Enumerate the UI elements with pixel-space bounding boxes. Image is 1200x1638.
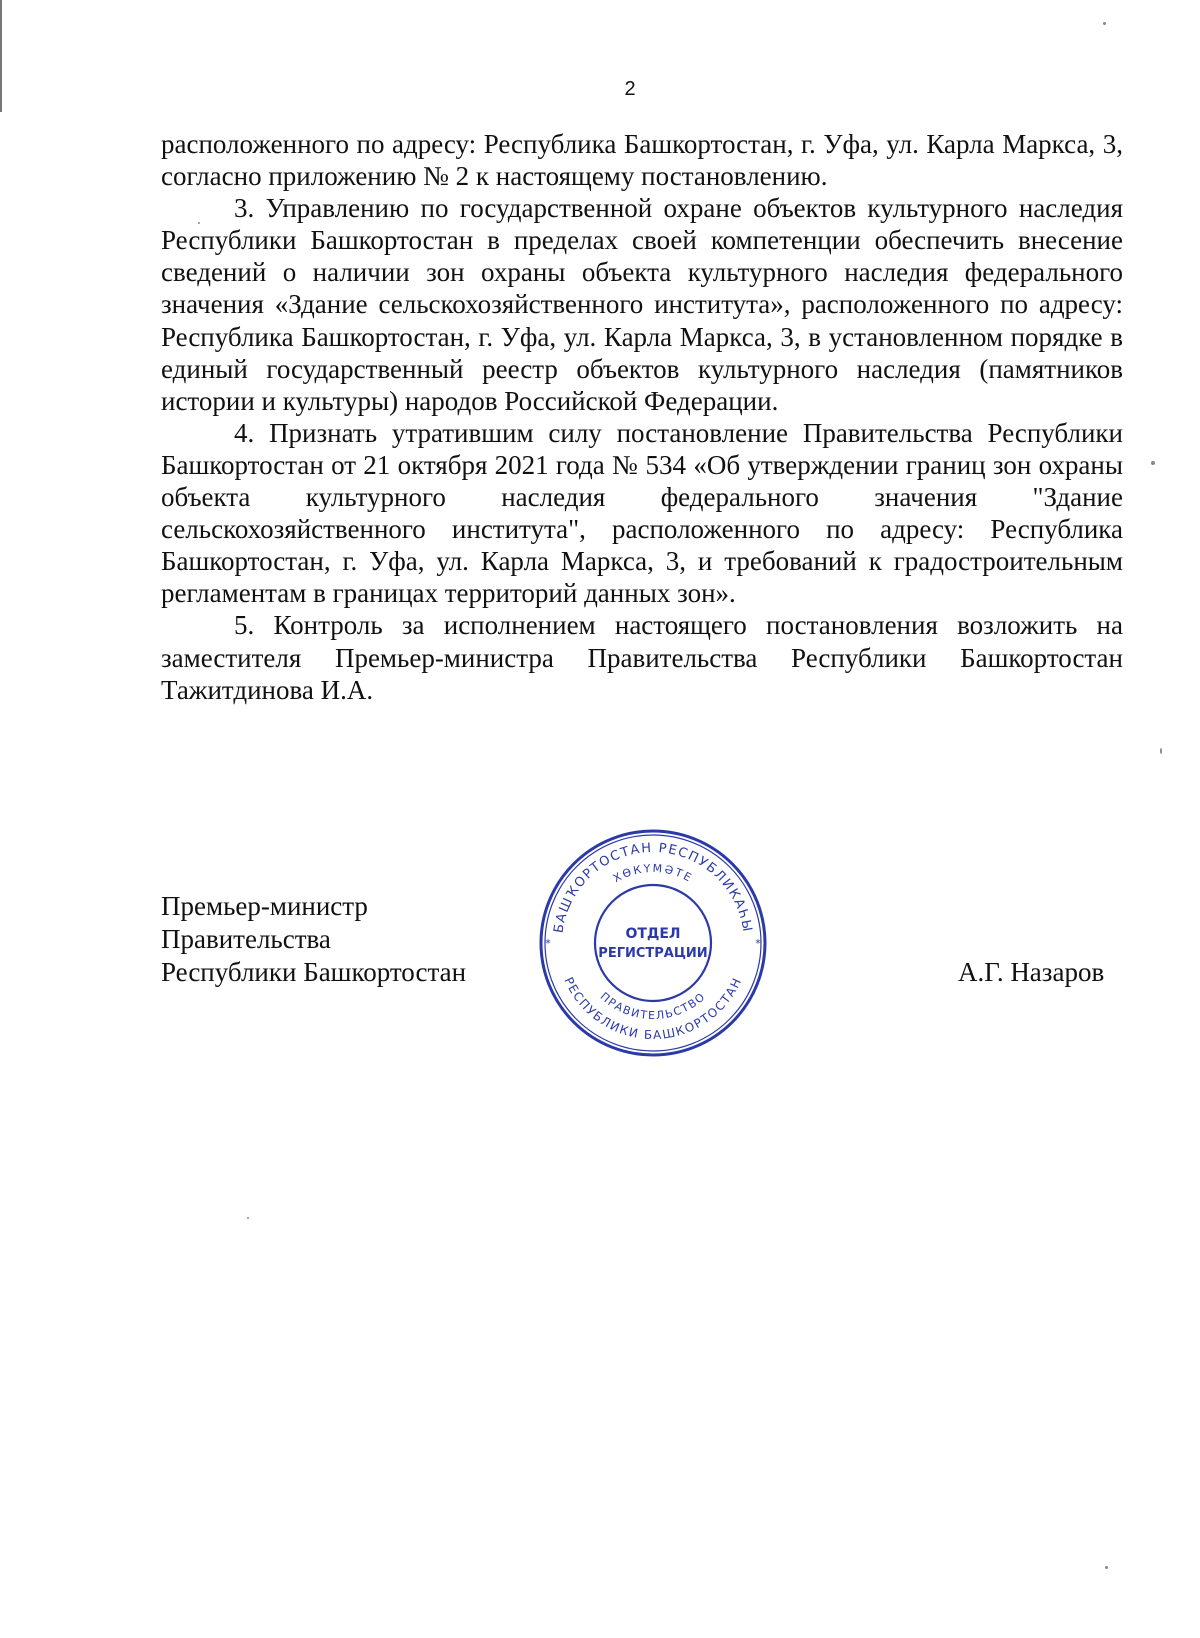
signatory-title-line: Республики Башкортостан bbox=[161, 957, 467, 987]
signatory-title-line: Премьер-министр bbox=[161, 891, 368, 921]
seal-inner-text-bottom: ПРАВИТЕЛЬСТВО bbox=[597, 989, 709, 1023]
scan-speck bbox=[1105, 1566, 1108, 1569]
official-seal-stamp bbox=[536, 826, 770, 1060]
paragraph-item-3: 3. Управлению по государственной охране объектов культурного наследия Республики Башкортостан в пределах своей компетенции обеспечить внесение сведений о наличии зон охраны объекта культурного наследия федерального значения «Здание сельскохозяйственного института», расположенного по адресу: Республика Башкортостан, г. Уфа, ул. Карла Маркса, 3, в установленном порядке в единый государственный реестр объектов культурного наследия (памятников истории и культуры) народов Российской Федерации. bbox=[161, 193, 1123, 416]
seal-center-ring bbox=[595, 885, 711, 1001]
paragraph-item-4: 4. Признать утратившим силу постановление Правительства Республики Башкортостан от 21 октября 2021 года № 534 «Об утверждении границ зон охраны объекта культурного наследия федерального значения "Здание сельскохозяйственного института", расположенного по адресу: Республика Башкортостан, г. Уфа, ул. Карла Маркса, 3, и требований к градостроительным регламентам в границах территорий данных зон». bbox=[161, 417, 1123, 609]
signatory-title-line: Правительства bbox=[161, 924, 331, 954]
scan-speck bbox=[198, 222, 200, 224]
scan-speck bbox=[1151, 461, 1155, 465]
seal-star-left: * bbox=[545, 937, 551, 950]
page-number: 2 bbox=[624, 78, 636, 100]
document-body bbox=[161, 128, 1123, 706]
seal-center-line2: РЕГИСТРАЦИИ bbox=[598, 946, 708, 961]
scan-speck bbox=[1103, 22, 1106, 25]
scan-speck bbox=[247, 1217, 249, 1219]
scan-speck bbox=[1160, 748, 1162, 754]
signatory-title bbox=[161, 890, 466, 989]
seal-outer-text-top: БАШҠОРТОСТАН РЕСПУБЛИКАҺЫ bbox=[551, 840, 755, 935]
signatory-name: А.Г. Назаров bbox=[958, 957, 1105, 987]
paragraph-continuation: расположенного по адресу: Республика Башкортостан, г. Уфа, ул. Карла Маркса, 3, согласно приложению № 2 к настоящему постановлению. bbox=[161, 129, 1123, 192]
seal-inner-text-top: ХӨКҮМӘТЕ bbox=[610, 861, 696, 886]
seal-outer-text-bottom: РЕСПУБЛИКИ БАШКОРТОСТАН bbox=[561, 974, 745, 1043]
paragraph-item-5: 5. Контроль за исполнением настоящего постановления возложить на заместителя Премьер-министра Правительства Республики Башкортостан Тажитдинова И.А. bbox=[161, 610, 1123, 705]
seal-star-right: * bbox=[755, 937, 761, 950]
seal-center-line1: ОТДЕЛ bbox=[625, 926, 681, 942]
